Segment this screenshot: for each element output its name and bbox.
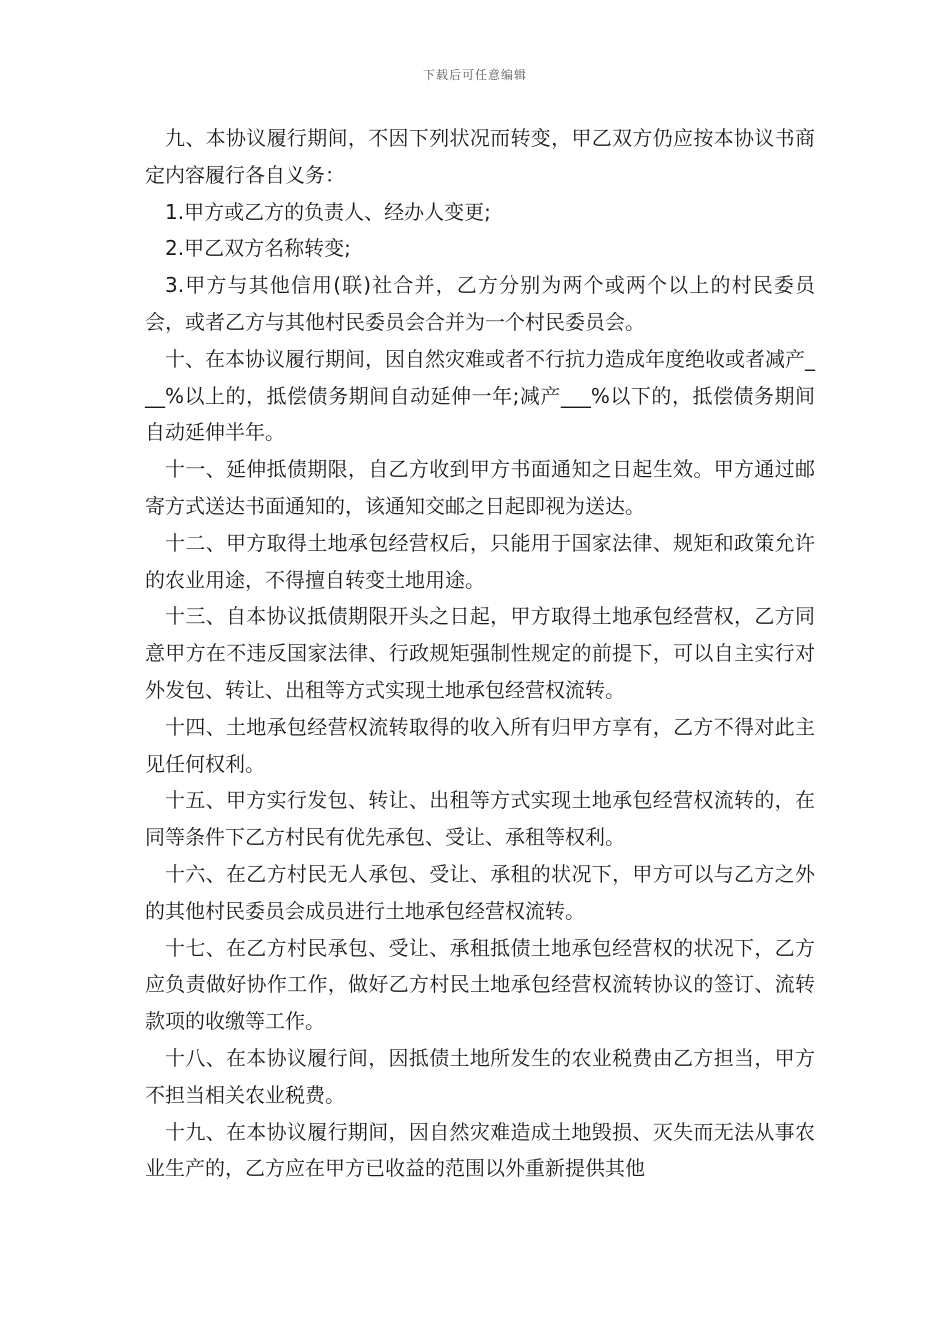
clause-11: 十一、延伸抵债期限，自乙方收到甲方书面通知之日起生效。甲方通过邮寄方式送达书面通知的，该通知交邮之日起即视为送达。 [145, 457, 815, 518]
clause-17: 十七、在乙方村民承包、受让、承租抵债土地承包经营权的状况下，乙方应负责做好协作工作，做好乙方村民土地承包经营权流转协议的签订、流转款项的收缴等工作。 [145, 935, 815, 1034]
document-body [145, 120, 815, 1187]
clause-9: 九、本协议履行期间，不因下列状况而转变，甲乙双方仍应按本协议书商定内容履行各自义务： [145, 126, 815, 187]
clause-16: 十六、在乙方村民无人承包、受让、承租的状况下，甲方可以与乙方之外的其他村民委员会成员进行土地承包经营权流转。 [145, 861, 815, 923]
header-note: 下载后可任意编辑 [422, 68, 527, 82]
clause-9-item-1: 1.甲方或乙方的负责人、经办人变更; [165, 199, 491, 224]
clause-9-item-2: 2.甲乙双方名称转变; [165, 236, 351, 261]
clause-12: 十二、甲方取得土地承包经营权后，只能用于国家法律、规矩和政策允许的农业用途，不得擅自转变土地用途。 [145, 530, 815, 592]
clause-14: 十四、土地承包经营权流转取得的收入所有归甲方享有，乙方不得对此主见任何权利。 [145, 714, 815, 776]
clause-19: 十九、在本协议履行期间，因自然灾难造成土地毁损、灭失而无法从事农业生产的，乙方应在甲方已收益的范围以外重新提供其他 [145, 1119, 815, 1181]
clause-9-item-3: 3.甲方与其他信用(联)社合并，乙方分别为两个或两个以上的村民委员会，或者乙方与其他村民委员会合并为一个村民委员会。 [145, 273, 815, 334]
clause-18: 十八、在本协议履行间，因抵债土地所发生的农业税费由乙方担当，甲方不担当相关农业税费。 [145, 1045, 815, 1107]
clause-13: 十三、自本协议抵债期限开头之日起，甲方取得土地承包经营权，乙方同意甲方在不违反国家法律、行政规矩强制性规定的前提下，可以自主实行对外发包、转让、出租等方式实现土地承包经营权流转。 [145, 604, 815, 702]
clause-10: 十、在本协议履行期间，因自然灾难或者不行抗力造成年度绝收或者减产___%以上的，抵偿债务期间自动延伸一年;减产___%以下的，抵偿债务期间自动延伸半年。 [145, 346, 815, 445]
clause-15: 十五、甲方实行发包、转让、出租等方式实现土地承包经营权流转的，在同等条件下乙方村民有优先承包、受让、承租等权利。 [145, 788, 815, 850]
